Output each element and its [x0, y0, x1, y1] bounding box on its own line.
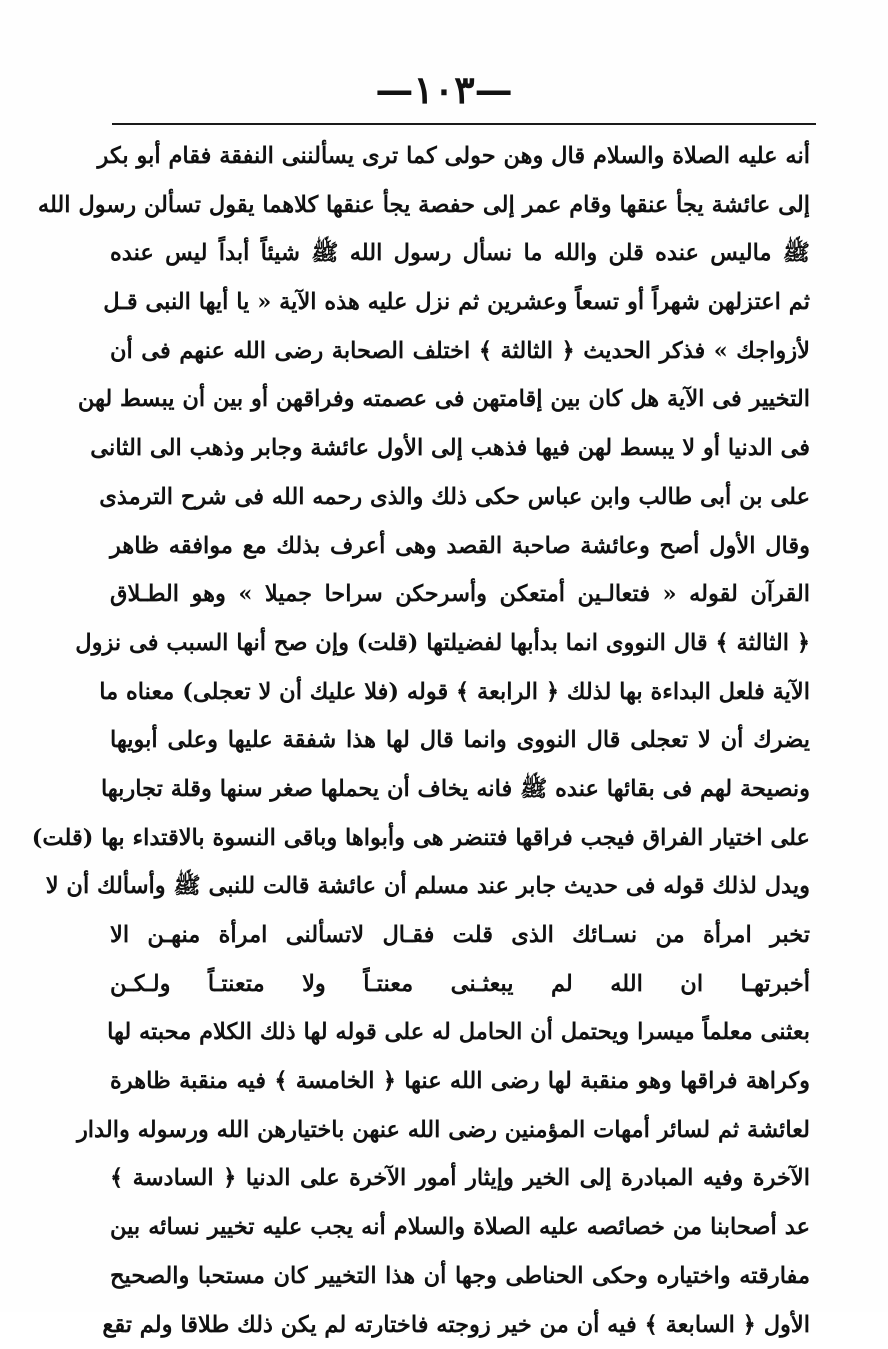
text-line: ويدل لذلك قوله فى حديث جابر عند مسلم أن عائشة قالت للنبى ﷺ وأسألك أن لا — [110, 862, 810, 911]
text-line: يضرك أن لا تعجلى قال النووى وانما قال لها هذا شفقة عليها وعلى أبويها — [110, 716, 810, 765]
text-line: ﷺ ماليس عنده قلن والله ما نسأل رسول الله ﷺ شيئاً أبداً ليس عنده — [110, 229, 810, 278]
text-line: ثم اعتزلهن شهراً أو تسعاً وعشرين ثم نزل عليه هذه الآية « يا أيها النبى قـل — [110, 278, 810, 327]
text-line: أنه عليه الصلاة والسلام قال وهن حولى كما ترى يسألننى النفقة فقام أبو بكر — [110, 132, 810, 181]
text-line: التخيير فى الآية هل كان بين إقامتهن فى عصمته وفراقهن أو بين أن يبسط لهن — [110, 375, 810, 424]
text-line: لأزواجك » فذكر الحديث ﴿ الثالثة ﴾ اختلف الصحابة رضى الله عنهم فى أن — [110, 327, 810, 376]
text-line: فى الدنيا أو لا يبسط لهن فيها فذهب إلى الأول عائشة وجابر وذهب الى الثانى — [110, 424, 810, 473]
text-line: الأول ﴿ السابعة ﴾ فيه أن من خير زوجته فاختارته لم يكن ذلك طلاقا ولم تقع — [110, 1301, 810, 1349]
text-line: إلى عائشة يجأ عنقها وقام عمر إلى حفصة يجأ عنقها كلاهما يقول تسألن رسول الله — [110, 181, 810, 230]
text-line: ﴿ الثالثة ﴾ قال النووى انما بدأبها لفضيلتها (قلت) وإن صح أنها السبب فى نزول — [110, 619, 810, 668]
text-line: على اختيار الفراق فيجب فراقها فتنضر هى وأبواها وباقى النسوة بالاقتداء بها (قلت) — [110, 814, 810, 863]
text-line: وقال الأول أصح وعائشة صاحبة القصد وهى أعرف بذلك مع موافقه ظاهر — [110, 522, 810, 571]
page-body-text — [110, 132, 810, 1349]
page-number: —١٠٣— — [0, 62, 888, 118]
text-line: أخبرتهـا ان الله لم يبعثـنى معنتـاً ولا متعنتـاً ولـكـن — [110, 960, 810, 1009]
text-line: وكراهة فراقها وهو منقبة لها رضى الله عنها ﴿ الخامسة ﴾ فيه منقبة ظاهرة — [110, 1057, 810, 1106]
text-line: على بن أبى طالب وابن عباس حكى ذلك والذى رحمه الله فى شرح الترمذى — [110, 473, 810, 522]
text-line: الآخرة وفيه المبادرة إلى الخير وإيثار أمور الآخرة على الدنيا ﴿ السادسة ﴾ — [110, 1154, 810, 1203]
text-line: مفارقته واختياره وحكى الحناطى وجها أن هذا التخيير كان مستحبا والصحيح — [110, 1252, 810, 1301]
text-line: بعثنى معلماً ميسرا ويحتمل أن الحامل له على قوله لها ذلك الكلام محبته لها — [110, 1008, 810, 1057]
text-line: عد أصحابنا من خصائصه عليه الصلاة والسلام أنه يجب عليه تخيير نسائه بين — [110, 1203, 810, 1252]
text-line: ونصيحة لهم فى بقائها عنده ﷺ فانه يخاف أن يحملها صغر سنها وقلة تجاربها — [110, 765, 810, 814]
text-line: لعائشة ثم لسائر أمهات المؤمنين رضى الله عنهن باختيارهن الله ورسوله والدار — [110, 1106, 810, 1155]
text-line: القرآن لقوله « فتعالـين أمتعكن وأسرحكن سراحا جميلا » وهو الطـلاق — [110, 570, 810, 619]
text-line: الآية فلعل البداءة بها لذلك ﴿ الرابعة ﴾ قوله (فلا عليك أن لا تعجلى) معناه ما — [110, 668, 810, 717]
header-rule — [112, 123, 816, 125]
text-line: تخبر امرأة من نسـائك الذى قلت فقـال لاتسألنى امرأة منهـن الا — [110, 911, 810, 960]
